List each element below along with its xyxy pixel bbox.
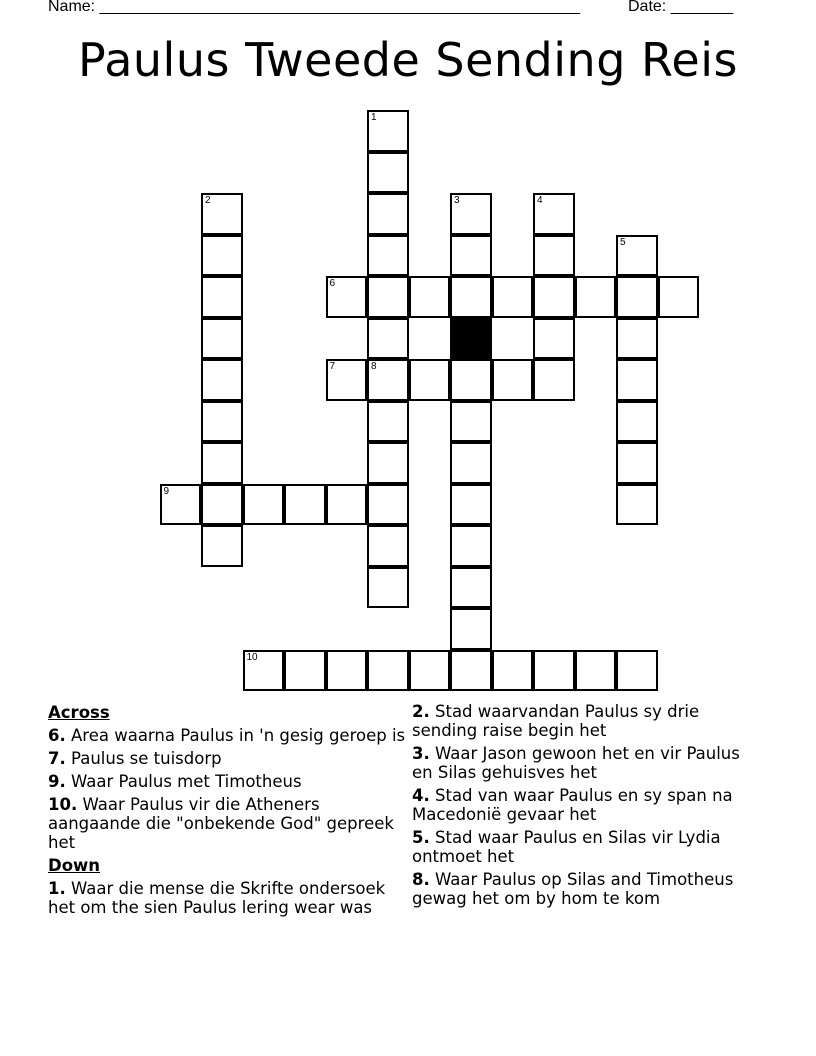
grid-cell[interactable] bbox=[201, 318, 243, 360]
clue-number-label: 4. bbox=[412, 786, 430, 805]
clue-text: Waar die mense die Skrifte ondersoek het om the sien Paulus lering wear was bbox=[48, 879, 386, 917]
grid-cell[interactable] bbox=[367, 442, 409, 484]
grid-cell[interactable] bbox=[533, 193, 575, 235]
black-cell bbox=[450, 318, 492, 360]
clue-item bbox=[412, 744, 762, 782]
clue-item bbox=[412, 828, 762, 866]
grid-cell[interactable] bbox=[658, 276, 700, 318]
grid-cell[interactable] bbox=[201, 401, 243, 443]
clue-number-label: 8. bbox=[412, 870, 430, 889]
clue-number-label: 9. bbox=[48, 772, 66, 791]
clue-number-label: 3. bbox=[412, 744, 430, 763]
grid-cell[interactable] bbox=[616, 484, 658, 526]
grid-cell[interactable] bbox=[367, 110, 409, 152]
clue-number: 9 bbox=[163, 485, 170, 497]
down-clue-list-left bbox=[48, 879, 408, 917]
grid-cell[interactable] bbox=[450, 567, 492, 609]
clue-item bbox=[48, 749, 408, 768]
grid-cell[interactable] bbox=[409, 650, 451, 692]
grid-cell[interactable] bbox=[367, 484, 409, 526]
grid-cell[interactable] bbox=[409, 276, 451, 318]
clue-number: 4 bbox=[537, 195, 543, 206]
grid-cell[interactable] bbox=[243, 650, 285, 692]
grid-cell[interactable] bbox=[160, 484, 202, 526]
grid-cell[interactable] bbox=[450, 401, 492, 443]
grid-cell[interactable] bbox=[533, 235, 575, 277]
grid-cell[interactable] bbox=[201, 525, 243, 567]
grid-cell[interactable] bbox=[575, 276, 617, 318]
name-field[interactable]: Name: ______________________________________________________ bbox=[48, 0, 581, 15]
grid-cell[interactable] bbox=[450, 235, 492, 277]
grid-cell[interactable] bbox=[367, 401, 409, 443]
grid-cell[interactable] bbox=[450, 650, 492, 692]
clue-number-label: 6. bbox=[48, 726, 66, 745]
down-clue-list-right bbox=[412, 702, 762, 908]
grid-cell[interactable] bbox=[201, 235, 243, 277]
grid-cell[interactable] bbox=[367, 235, 409, 277]
across-clue-list bbox=[48, 726, 408, 852]
grid-cell[interactable] bbox=[533, 318, 575, 360]
grid-cell[interactable] bbox=[450, 276, 492, 318]
grid-cell[interactable] bbox=[616, 650, 658, 692]
clue-text: Stad waar Paulus en Silas vir Lydia ontmoet het bbox=[412, 828, 721, 866]
clue-item bbox=[412, 870, 762, 908]
grid-cell[interactable] bbox=[284, 484, 326, 526]
grid-cell[interactable] bbox=[616, 318, 658, 360]
across-heading: Across bbox=[48, 703, 110, 722]
clue-text: Waar Paulus vir die Atheners aangaande die "onbekende God" gepreek het bbox=[48, 795, 394, 852]
grid-cell[interactable] bbox=[201, 484, 243, 526]
clue-number-label: 7. bbox=[48, 749, 66, 768]
grid-cell[interactable] bbox=[533, 359, 575, 401]
clue-item bbox=[48, 726, 408, 745]
clue-text: Waar Paulus met Timotheus bbox=[65, 772, 302, 791]
grid-cell[interactable] bbox=[492, 650, 534, 692]
clue-number: 5 bbox=[620, 236, 626, 248]
clue-number: 6 bbox=[329, 278, 336, 289]
grid-cell[interactable] bbox=[367, 193, 409, 235]
grid-cell[interactable] bbox=[450, 484, 492, 526]
grid-cell[interactable] bbox=[367, 152, 409, 194]
grid-cell[interactable] bbox=[201, 276, 243, 318]
grid-cell[interactable] bbox=[450, 525, 492, 567]
grid-cell[interactable] bbox=[616, 276, 658, 318]
grid-cell[interactable] bbox=[409, 359, 451, 401]
grid-cell[interactable] bbox=[533, 650, 575, 692]
clue-item bbox=[412, 702, 762, 740]
grid-cell[interactable] bbox=[616, 442, 658, 484]
grid-cell[interactable] bbox=[367, 650, 409, 692]
grid-cell[interactable] bbox=[450, 359, 492, 401]
clue-text: Stad van waar Paulus en sy span na Macedonië gevaar het bbox=[412, 786, 733, 824]
clue-item bbox=[412, 786, 762, 824]
grid-cell[interactable] bbox=[450, 608, 492, 650]
clue-text: Waar Jason gewoon het en vir Paulus en Silas gehuisves het bbox=[412, 744, 740, 782]
puzzle-title: Paulus Tweede Sending Reis bbox=[78, 33, 738, 87]
clues-right-column bbox=[412, 702, 762, 912]
grid-cell[interactable] bbox=[367, 567, 409, 609]
grid-cell[interactable] bbox=[492, 359, 534, 401]
clue-number-label: 1. bbox=[48, 879, 66, 898]
grid-cell[interactable] bbox=[201, 359, 243, 401]
clue-number-label: 5. bbox=[412, 828, 430, 847]
grid-cell[interactable] bbox=[450, 193, 492, 235]
clue-number: 8 bbox=[371, 361, 377, 372]
clues-left-column bbox=[48, 702, 408, 921]
grid-cell[interactable] bbox=[367, 525, 409, 567]
down-heading: Down bbox=[48, 856, 101, 875]
grid-cell[interactable] bbox=[201, 442, 243, 484]
grid-cell[interactable] bbox=[450, 442, 492, 484]
clue-number: 10 bbox=[246, 651, 258, 663]
clue-number: 3 bbox=[454, 195, 460, 206]
grid-cell[interactable] bbox=[201, 193, 243, 235]
clue-text: Area waarna Paulus in 'n gesig geroep is bbox=[65, 726, 406, 745]
date-field[interactable]: Date: _______ bbox=[628, 0, 733, 15]
grid-cell[interactable] bbox=[284, 650, 326, 692]
clue-item bbox=[48, 772, 408, 791]
clue-number-label: 2. bbox=[412, 702, 430, 721]
grid-cell[interactable] bbox=[616, 359, 658, 401]
clue-text: Stad waarvandan Paulus sy drie sending raise begin het bbox=[412, 702, 700, 740]
clue-text: Waar Paulus op Silas and Timotheus gewag het om by hom te kom bbox=[412, 870, 734, 908]
grid-cell[interactable] bbox=[326, 359, 368, 401]
grid-cell[interactable] bbox=[367, 359, 409, 401]
grid-cell[interactable] bbox=[492, 276, 534, 318]
clue-text: Paulus se tuisdorp bbox=[65, 749, 222, 768]
clue-item bbox=[48, 795, 408, 852]
grid-cell[interactable] bbox=[243, 484, 285, 526]
clue-item bbox=[48, 879, 408, 917]
grid-cell[interactable] bbox=[326, 276, 368, 318]
grid-cell[interactable] bbox=[616, 401, 658, 443]
grid-cell[interactable] bbox=[367, 276, 409, 318]
clue-number: 1 bbox=[371, 112, 377, 123]
grid-cell[interactable] bbox=[326, 484, 368, 526]
grid-cell[interactable] bbox=[575, 650, 617, 692]
clue-number-label: 10. bbox=[48, 795, 78, 814]
clue-number: 2 bbox=[205, 195, 211, 206]
grid-cell[interactable] bbox=[616, 235, 658, 277]
grid-cell[interactable] bbox=[533, 276, 575, 318]
clue-number: 7 bbox=[329, 361, 336, 372]
grid-cell[interactable] bbox=[367, 318, 409, 360]
grid-cell[interactable] bbox=[326, 650, 368, 692]
